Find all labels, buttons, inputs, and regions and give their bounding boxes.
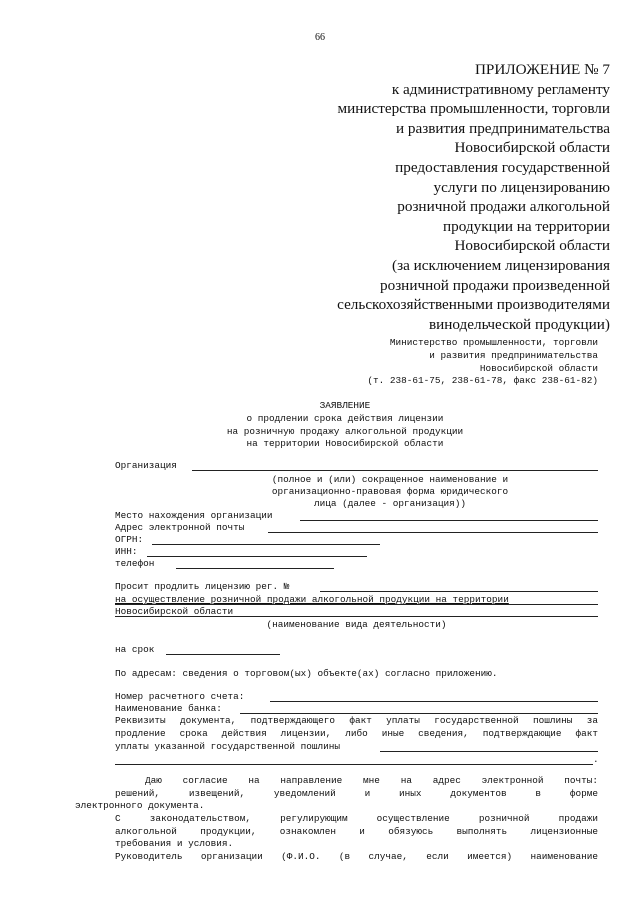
law-text: алкогольной продукции, ознакомлен и обязуюсь выполнять лицензионные xyxy=(115,826,598,837)
activity-line: Новосибирской области xyxy=(115,606,234,617)
statement-subtitle: о продлении срока действия лицензии xyxy=(246,412,444,424)
consent-text: Даю согласие на направление мне на адрес электронной почты: xyxy=(145,775,598,786)
inn-field[interactable] xyxy=(147,556,367,557)
account-field[interactable] xyxy=(270,701,598,702)
recipient-phone: (т. 238-61-75, 238-61-78, факс 238-61-82) xyxy=(367,375,598,387)
ogrn-field[interactable] xyxy=(152,544,380,545)
appendix-line: (за исключением лицензирования xyxy=(392,256,610,274)
requisites-text: продление срока действия лицензии, либо иные сведения, подтверждающие факт xyxy=(115,728,598,739)
activity-hint: (наименование вида деятельности) xyxy=(266,619,447,630)
organization-hint: (полное и (или) сокращенное наименование и xyxy=(271,474,509,485)
phone-field[interactable] xyxy=(176,568,334,569)
appendix-line: Новосибирской области xyxy=(454,237,610,255)
activity-line: на осуществление розничной продажи алкогольной продукции на территории xyxy=(115,594,509,605)
appendix-header xyxy=(250,60,610,334)
organization-hint: организационно-правовая форма юридического xyxy=(271,486,509,497)
statement-title xyxy=(150,400,540,451)
consent-text: электронного документа. xyxy=(75,800,205,811)
activity-field-line[interactable] xyxy=(115,616,598,617)
appendix-line: винодельческой продукции) xyxy=(428,315,610,333)
appendix-line: предоставления государственной xyxy=(395,158,610,176)
appendix-line: розничной продажи алкогольной xyxy=(397,198,610,216)
statement-subtitle: на розничную продажу алкогольной продукции xyxy=(226,425,464,437)
requisites-field-line[interactable] xyxy=(115,764,593,765)
recipient-block xyxy=(367,337,598,388)
head-text: Руководитель организации (Ф.И.О. (в случае, если имеется) наименование xyxy=(115,851,598,862)
email-field[interactable] xyxy=(268,532,598,533)
appendix-line: сельскохозяйственными производителями xyxy=(337,296,610,314)
statement-heading: ЗАЯВЛЕНИЕ xyxy=(319,400,371,411)
organization-field[interactable] xyxy=(192,470,598,471)
law-text: С законодательством, регулирующим осуществление розничной продажи xyxy=(115,813,598,824)
license-label: Просит продлить лицензию рег. № xyxy=(115,581,290,592)
page-number: 66 xyxy=(315,32,325,43)
inn-label: ИНН: xyxy=(115,546,138,557)
appendix-line: министерства промышленности, торговли xyxy=(337,100,610,118)
activity-field-line[interactable] xyxy=(115,604,598,605)
appendix-line: продукции на территории xyxy=(443,217,610,235)
organization-hint: лица (далее - организация)) xyxy=(314,498,466,509)
email-label: Адрес электронной почты xyxy=(115,522,245,533)
consent-text: решений, извещений, уведомлений и иных документов в форме xyxy=(115,788,598,799)
requisites-field[interactable] xyxy=(380,751,598,752)
license-number-field[interactable] xyxy=(320,591,598,592)
law-text: требования и условия. xyxy=(115,838,234,849)
bank-field[interactable] xyxy=(240,713,598,714)
recipient-line: Новосибирской области xyxy=(479,362,598,374)
account-label: Номер расчетного счета: xyxy=(115,691,245,702)
appendix-line: Новосибирской области xyxy=(454,139,610,157)
ogrn-label: ОГРН: xyxy=(115,534,144,545)
term-label: на срок xyxy=(115,644,155,655)
appendix-line: к административному регламенту xyxy=(391,80,610,98)
appendix-line: и развития предпринимательства xyxy=(395,119,610,137)
appendix-line: услуги по лицензированию xyxy=(433,178,610,196)
requisites-text: Реквизиты документа, подтверждающего факт уплаты государственной пошлины за xyxy=(115,715,598,726)
recipient-line: Министерство промышленности, торговли xyxy=(389,337,598,348)
location-field[interactable] xyxy=(300,520,598,521)
statement-subtitle: на территории Новосибирской области xyxy=(246,438,444,450)
appendix-title: ПРИЛОЖЕНИЕ № 7 xyxy=(474,61,610,78)
requisites-end: . xyxy=(593,754,599,765)
phone-label: телефон xyxy=(115,558,155,569)
appendix-line: розничной продажи произведенной xyxy=(380,276,610,294)
term-field[interactable] xyxy=(166,654,280,655)
bank-label: Наименование банка: xyxy=(115,703,222,714)
requisites-text: уплаты указанной государственной пошлины xyxy=(115,741,341,752)
addresses-text: По адресам: сведения о торговом(ых) объекте(ах) согласно приложению. xyxy=(115,668,498,679)
organization-label: Организация xyxy=(115,460,177,471)
recipient-line: и развития предпринимательства xyxy=(429,349,598,361)
location-label: Место нахождения организации xyxy=(115,510,273,521)
